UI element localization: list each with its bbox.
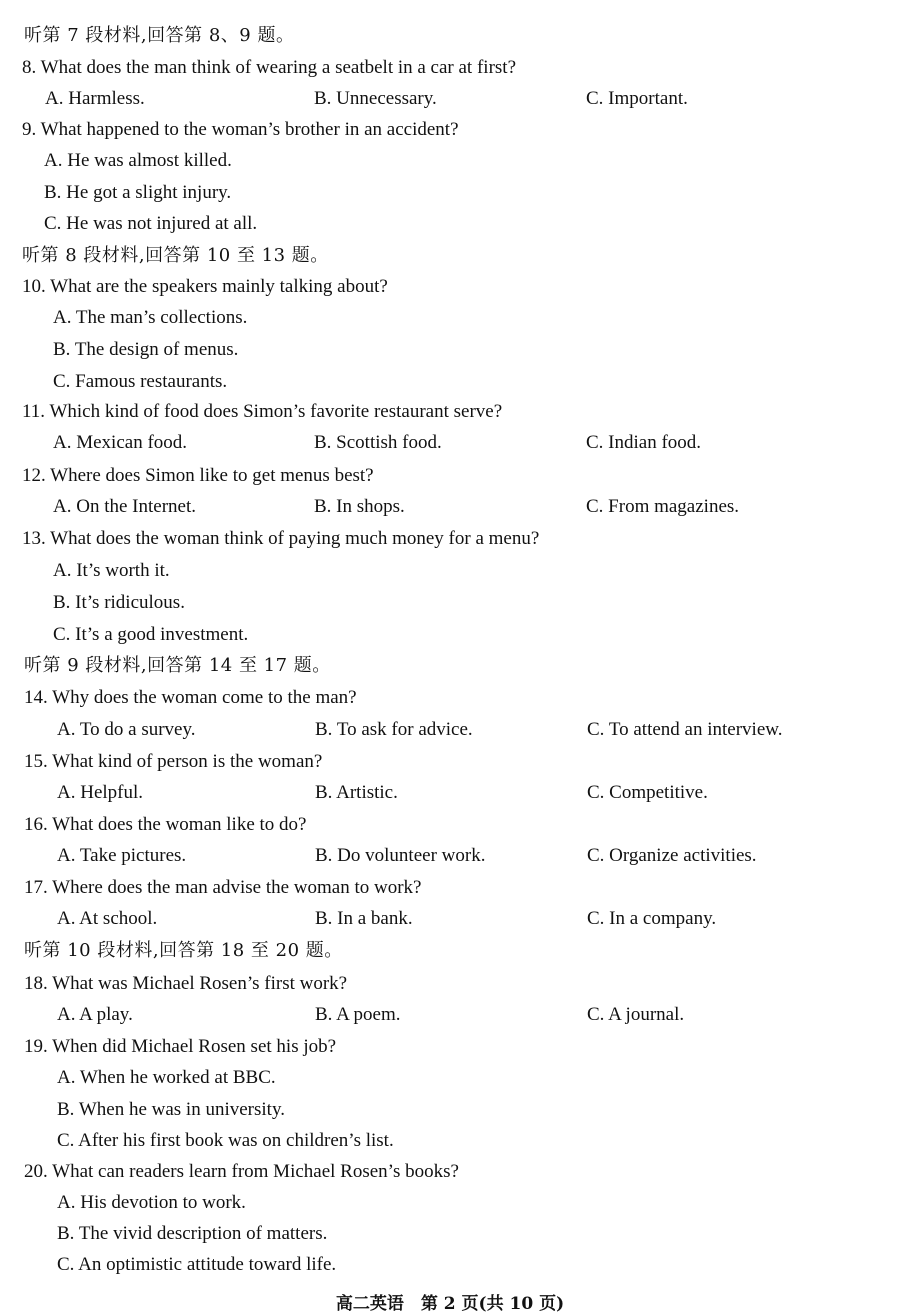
section-heading: 听第 8 段材料,回答第 10 至 13 题。 bbox=[22, 245, 329, 266]
section-heading: 听第 7 段材料,回答第 8、9 题。 bbox=[24, 25, 295, 46]
question-stem: 11. Which kind of food does Simon’s favorite restaurant serve? bbox=[22, 401, 503, 422]
answer-option: B. Unnecessary. bbox=[314, 88, 437, 109]
answer-option: B. Scottish food. bbox=[314, 432, 442, 453]
section-heading: 听第 9 段材料,回答第 14 至 17 题。 bbox=[24, 655, 331, 676]
question-stem: 8. What does the man think of wearing a seatbelt in a car at first? bbox=[22, 57, 516, 78]
answer-option: B. A poem. bbox=[315, 1004, 401, 1025]
answer-option: B. In a bank. bbox=[315, 908, 413, 929]
question-stem: 9. What happened to the woman’s brother in an accident? bbox=[22, 119, 459, 140]
answer-option: B. The vivid description of matters. bbox=[57, 1223, 328, 1244]
answer-option: B. Artistic. bbox=[315, 782, 398, 803]
answer-option: B. When he was in university. bbox=[57, 1099, 285, 1120]
answer-option: C. Important. bbox=[586, 88, 688, 109]
question-stem: 16. What does the woman like to do? bbox=[24, 814, 307, 835]
answer-option: A. The man’s collections. bbox=[53, 307, 248, 328]
answer-option: C. In a company. bbox=[587, 908, 717, 929]
answer-option: C. A journal. bbox=[587, 1004, 685, 1025]
answer-option: C. To attend an interview. bbox=[587, 719, 783, 740]
question-stem: 14. Why does the woman come to the man? bbox=[24, 687, 357, 708]
answer-option: C. Famous restaurants. bbox=[53, 371, 228, 392]
answer-option: C. Organize activities. bbox=[587, 845, 757, 866]
answer-option: A. At school. bbox=[57, 908, 158, 929]
answer-option: C. From magazines. bbox=[586, 496, 740, 517]
answer-option: A. On the Internet. bbox=[53, 496, 196, 517]
answer-option: C. It’s a good investment. bbox=[53, 624, 249, 645]
answer-option: A. Take pictures. bbox=[57, 845, 187, 866]
answer-option: A. To do a survey. bbox=[57, 719, 196, 740]
answer-option: A. Mexican food. bbox=[53, 432, 188, 453]
answer-option: A. When he worked at BBC. bbox=[57, 1067, 276, 1088]
page-footer: 高二英语 第 2 页(共 10 页) bbox=[335, 1294, 565, 1314]
question-stem: 20. What can readers learn from Michael Rosen’s books? bbox=[24, 1161, 459, 1182]
answer-option: C. He was not injured at all. bbox=[44, 213, 258, 234]
section-heading: 听第 10 段材料,回答第 18 至 20 题。 bbox=[24, 940, 343, 961]
answer-option: A. It’s worth it. bbox=[53, 560, 170, 581]
answer-option: C. After his first book was on children’s list. bbox=[57, 1130, 394, 1151]
question-stem: 12. Where does Simon like to get menus best? bbox=[22, 465, 374, 486]
answer-option: B. Do volunteer work. bbox=[315, 845, 486, 866]
question-stem: 15. What kind of person is the woman? bbox=[24, 751, 323, 772]
answer-option: B. The design of menus. bbox=[53, 339, 239, 360]
answer-option: B. It’s ridiculous. bbox=[53, 592, 185, 613]
question-stem: 13. What does the woman think of paying much money for a menu? bbox=[22, 528, 540, 549]
answer-option: A. A play. bbox=[57, 1004, 133, 1025]
answer-option: B. He got a slight injury. bbox=[44, 182, 232, 203]
answer-option: C. Indian food. bbox=[586, 432, 702, 453]
answer-option: A. His devotion to work. bbox=[57, 1192, 246, 1213]
question-stem: 10. What are the speakers mainly talking about? bbox=[22, 276, 388, 297]
answer-option: C. Competitive. bbox=[587, 782, 708, 803]
answer-option: A. He was almost killed. bbox=[44, 150, 232, 171]
answer-option: B. In shops. bbox=[314, 496, 405, 517]
question-stem: 17. Where does the man advise the woman to work? bbox=[24, 877, 422, 898]
answer-option: A. Harmless. bbox=[45, 88, 145, 109]
answer-option: C. An optimistic attitude toward life. bbox=[57, 1254, 337, 1275]
question-stem: 19. When did Michael Rosen set his job? bbox=[24, 1036, 337, 1057]
question-stem: 18. What was Michael Rosen’s first work? bbox=[24, 973, 348, 994]
answer-option: B. To ask for advice. bbox=[315, 719, 473, 740]
answer-option: A. Helpful. bbox=[57, 782, 144, 803]
